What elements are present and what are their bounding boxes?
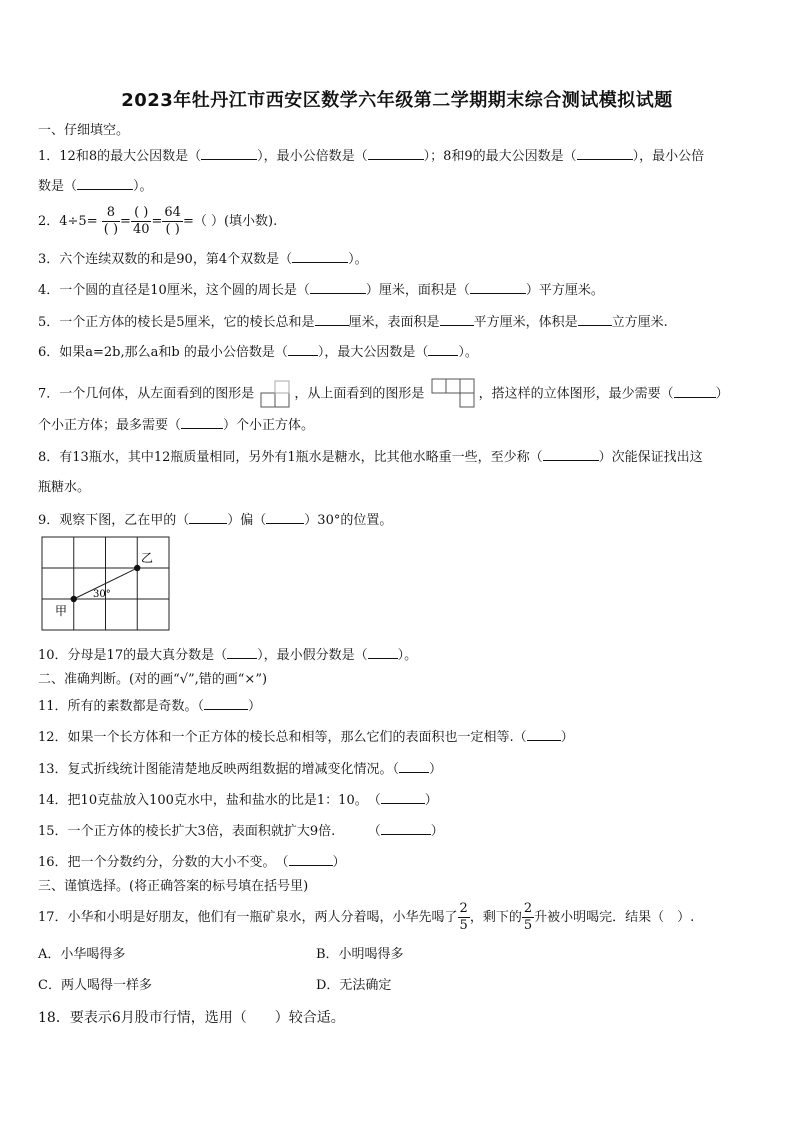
q6-blank-2[interactable] bbox=[428, 341, 458, 356]
q16-blank[interactable] bbox=[289, 851, 333, 866]
q1-blank-4[interactable] bbox=[77, 175, 133, 190]
q2-equals-1: = bbox=[120, 214, 131, 229]
question-13 bbox=[38, 758, 442, 780]
q9-text-a: 9．观察下图，乙在甲的（ bbox=[38, 513, 190, 528]
q5-text-c: 平方厘米，体积是 bbox=[473, 315, 578, 330]
label-jia: 甲 bbox=[55, 604, 68, 618]
q5-text-a: 5．一个正方体的棱长是5厘米，它的棱长总和是 bbox=[38, 315, 315, 330]
q17-option-a[interactable]: A．小华喝得多 bbox=[38, 947, 126, 962]
q8-text-c: 瓶糖水。 bbox=[38, 480, 91, 495]
q7-blank-1[interactable] bbox=[674, 383, 716, 398]
q8-text-a: 8．有13瓶水，其中12瓶质量相同，另外有1瓶水是糖水，比其他水略重一些，至少称（ bbox=[38, 450, 543, 465]
left-view-figure bbox=[260, 380, 292, 408]
q12-blank[interactable] bbox=[527, 726, 561, 741]
q1-text-a: 1．12和8的最大公因数是（ bbox=[38, 149, 202, 164]
q5-blank-1[interactable] bbox=[315, 311, 349, 326]
q17-fraction-1 bbox=[458, 901, 470, 934]
q10-text-b: ），最小假分数是（ bbox=[257, 648, 368, 663]
question-6 bbox=[38, 341, 478, 363]
q3-text-b: ）。 bbox=[348, 252, 368, 267]
q1-blank-1[interactable] bbox=[201, 145, 257, 160]
q6-text-c: ）。 bbox=[458, 345, 478, 360]
section-heading-fill: 一、仔细填空。 bbox=[38, 123, 130, 138]
q7-text-a: 7．一个几何体，从左面看到的图形是 bbox=[38, 386, 255, 402]
question-15 bbox=[38, 820, 444, 842]
question-7-cont bbox=[38, 414, 314, 436]
q1-blank-2[interactable] bbox=[368, 145, 424, 160]
q2-f1-numerator: 8 bbox=[106, 205, 116, 220]
q2-fraction-3 bbox=[162, 205, 183, 238]
q2-fraction-1 bbox=[102, 205, 120, 238]
angle-label: 30° bbox=[93, 589, 111, 600]
q17-option-d[interactable]: D．无法确定 bbox=[316, 978, 392, 993]
question-2 bbox=[38, 202, 277, 242]
question-16 bbox=[38, 851, 346, 873]
q16-text-b: ） bbox=[332, 855, 346, 870]
q8-blank[interactable] bbox=[543, 446, 599, 461]
q2-suffix: =（ ）(填小数). bbox=[182, 214, 278, 229]
q12-text-a: 12．如果一个长方体和一个正方体的棱长总和相等，那么它们的表面积也一定相等.（ bbox=[38, 730, 527, 745]
q6-text-b: ），最大公因数是（ bbox=[317, 345, 429, 360]
q4-blank-2[interactable] bbox=[470, 279, 526, 294]
q4-text-b: ）厘米，面积是（ bbox=[365, 283, 470, 298]
q1-text-c: ）；8和9的最大公因数是（ bbox=[423, 149, 577, 164]
q9-text-b: ）偏（ bbox=[227, 513, 267, 528]
question-1 bbox=[38, 145, 704, 167]
q10-blank-2[interactable] bbox=[368, 644, 398, 659]
q5-text-b: 厘米，表面积是 bbox=[348, 315, 440, 330]
q5-text-d: 立方厘米. bbox=[611, 315, 668, 330]
q6-text-a: 6．如果a=2b,那么a和b 的最小公倍数是（ bbox=[38, 345, 288, 360]
question-8 bbox=[38, 446, 703, 468]
q15-text-b: ） bbox=[430, 824, 444, 839]
q11-text-a: 11．所有的素数都是奇数。（ bbox=[38, 699, 205, 714]
q9-blank-1[interactable] bbox=[189, 509, 227, 524]
q4-text-a: 4．一个圆的直径是10厘米，这个圆的周长是（ bbox=[38, 283, 310, 298]
q17-option-b[interactable]: B．小明喝得多 bbox=[316, 947, 404, 962]
q17-option-c[interactable]: C．两人喝得一样多 bbox=[38, 978, 152, 993]
q13-text-a: 13．复式折线统计图能清楚地反映两组数据的增减变化情况。（ bbox=[38, 762, 400, 777]
q4-blank-1[interactable] bbox=[310, 279, 366, 294]
q12-text-b: ） bbox=[560, 730, 574, 745]
question-3 bbox=[38, 248, 368, 270]
question-11 bbox=[38, 695, 261, 717]
q2-f2-numerator[interactable]: ( ) bbox=[134, 205, 149, 220]
q13-text-b: ） bbox=[429, 762, 443, 777]
q1-text-b: ），最小公倍数是（ bbox=[257, 149, 368, 164]
question-9 bbox=[38, 509, 392, 531]
q5-blank-2[interactable] bbox=[440, 311, 474, 326]
q2-f3-numerator: 64 bbox=[164, 205, 181, 220]
q4-text-c: ）平方厘米。 bbox=[525, 283, 604, 298]
q17-text-b: ，剩下的 bbox=[469, 910, 522, 925]
question-8-cont bbox=[38, 478, 90, 498]
q16-text-a: 16．把一个分数约分，分数的大小不变。 （ bbox=[38, 855, 289, 870]
question-1-cont bbox=[38, 175, 153, 197]
q17-fraction-2 bbox=[522, 901, 534, 934]
question-12 bbox=[38, 726, 574, 748]
q2-equals-2: = bbox=[151, 214, 163, 229]
question-4 bbox=[38, 279, 604, 301]
q7-text-b: ，从上面看到的图形是 bbox=[294, 386, 425, 402]
question-17 bbox=[38, 898, 694, 938]
direction-grid-figure bbox=[41, 536, 171, 632]
page-title: 2023年牡丹江市西安区数学六年级第二学期期末综合测试模拟试题 bbox=[121, 90, 673, 111]
q17-f1-denominator: 5 bbox=[459, 918, 468, 933]
q15-blank[interactable] bbox=[381, 820, 431, 835]
question-5 bbox=[38, 311, 668, 333]
section-heading-judge: 二、准确判断。(对的画“√”,错的画“×”) bbox=[38, 672, 268, 687]
section-heading-choice: 三、谨慎选择。(将正确答案的标号填在括号里) bbox=[38, 879, 309, 894]
q17-text-a: 17．小华和小明是好朋友，他们有一瓶矿泉水，两人分着喝，小华先喝了 bbox=[38, 910, 458, 925]
q2-f3-denominator[interactable]: ( ) bbox=[162, 221, 183, 238]
q17-f2-denominator: 5 bbox=[523, 918, 533, 933]
q2-fraction-2 bbox=[131, 205, 152, 238]
q1-text-f: ）。 bbox=[133, 179, 153, 194]
point-yi bbox=[134, 565, 140, 571]
q10-text-c: ）。 bbox=[397, 648, 418, 663]
q7-text-e: 个小正方体；最多需要（ bbox=[38, 418, 182, 433]
q13-blank[interactable] bbox=[399, 758, 429, 773]
question-18: 18．要表示6月股市行情，选用（ ）较合适。 bbox=[38, 1010, 345, 1026]
q6-blank-1[interactable] bbox=[288, 341, 318, 356]
q9-blank-2[interactable] bbox=[266, 509, 304, 524]
q10-blank-1[interactable] bbox=[227, 644, 257, 659]
q3-text-a: 3．六个连续双数的和是90，第4个双数是（ bbox=[38, 252, 293, 267]
q7-text-d: ） bbox=[715, 386, 729, 402]
q9-text-c: ）30°的位置。 bbox=[304, 513, 393, 528]
point-jia bbox=[71, 596, 77, 602]
q14-text-a: 14．把10克盐放入100克水中，盐和盐水的比是1：10。 （ bbox=[38, 793, 381, 808]
q2-prefix: 2．4÷5= bbox=[38, 214, 98, 229]
q1-text-d: ），最小公倍 bbox=[632, 149, 705, 164]
q1-blank-3[interactable] bbox=[577, 145, 633, 160]
q7-text-f: ）个小正方体。 bbox=[223, 418, 315, 433]
q17-f1-numerator: 2 bbox=[459, 901, 468, 916]
q11-text-b: ） bbox=[248, 699, 262, 714]
q7-text-c: ，搭这样的立体图形，最少需要（ bbox=[478, 386, 674, 402]
top-view-figure bbox=[431, 378, 477, 410]
q17-text-c: 升被小明喝完．结果（ ）. bbox=[534, 910, 695, 925]
q7-blank-2[interactable] bbox=[181, 414, 223, 429]
q2-f2-denominator: 40 bbox=[132, 222, 150, 237]
question-10 bbox=[38, 644, 417, 666]
question-7 bbox=[38, 378, 729, 410]
q10-text-a: 10．分母是17的最大真分数是（ bbox=[38, 648, 228, 663]
q15-text-a: 15．一个正方体的棱长扩大3倍，表面积就扩大9倍. （ bbox=[38, 824, 381, 839]
q5-blank-3[interactable] bbox=[578, 311, 612, 326]
q2-f1-denominator[interactable]: ( ) bbox=[103, 222, 119, 237]
q14-text-b: ） bbox=[424, 793, 438, 808]
label-yi: 乙 bbox=[141, 551, 154, 565]
q17-f2-numerator: 2 bbox=[523, 901, 533, 916]
q8-text-b: ）次能保证找出这 bbox=[598, 450, 703, 465]
question-14 bbox=[38, 789, 438, 811]
q11-blank[interactable] bbox=[204, 695, 248, 710]
q3-blank[interactable] bbox=[292, 248, 348, 263]
q14-blank[interactable] bbox=[381, 789, 425, 804]
q1-text-e: 数是（ bbox=[38, 179, 78, 194]
